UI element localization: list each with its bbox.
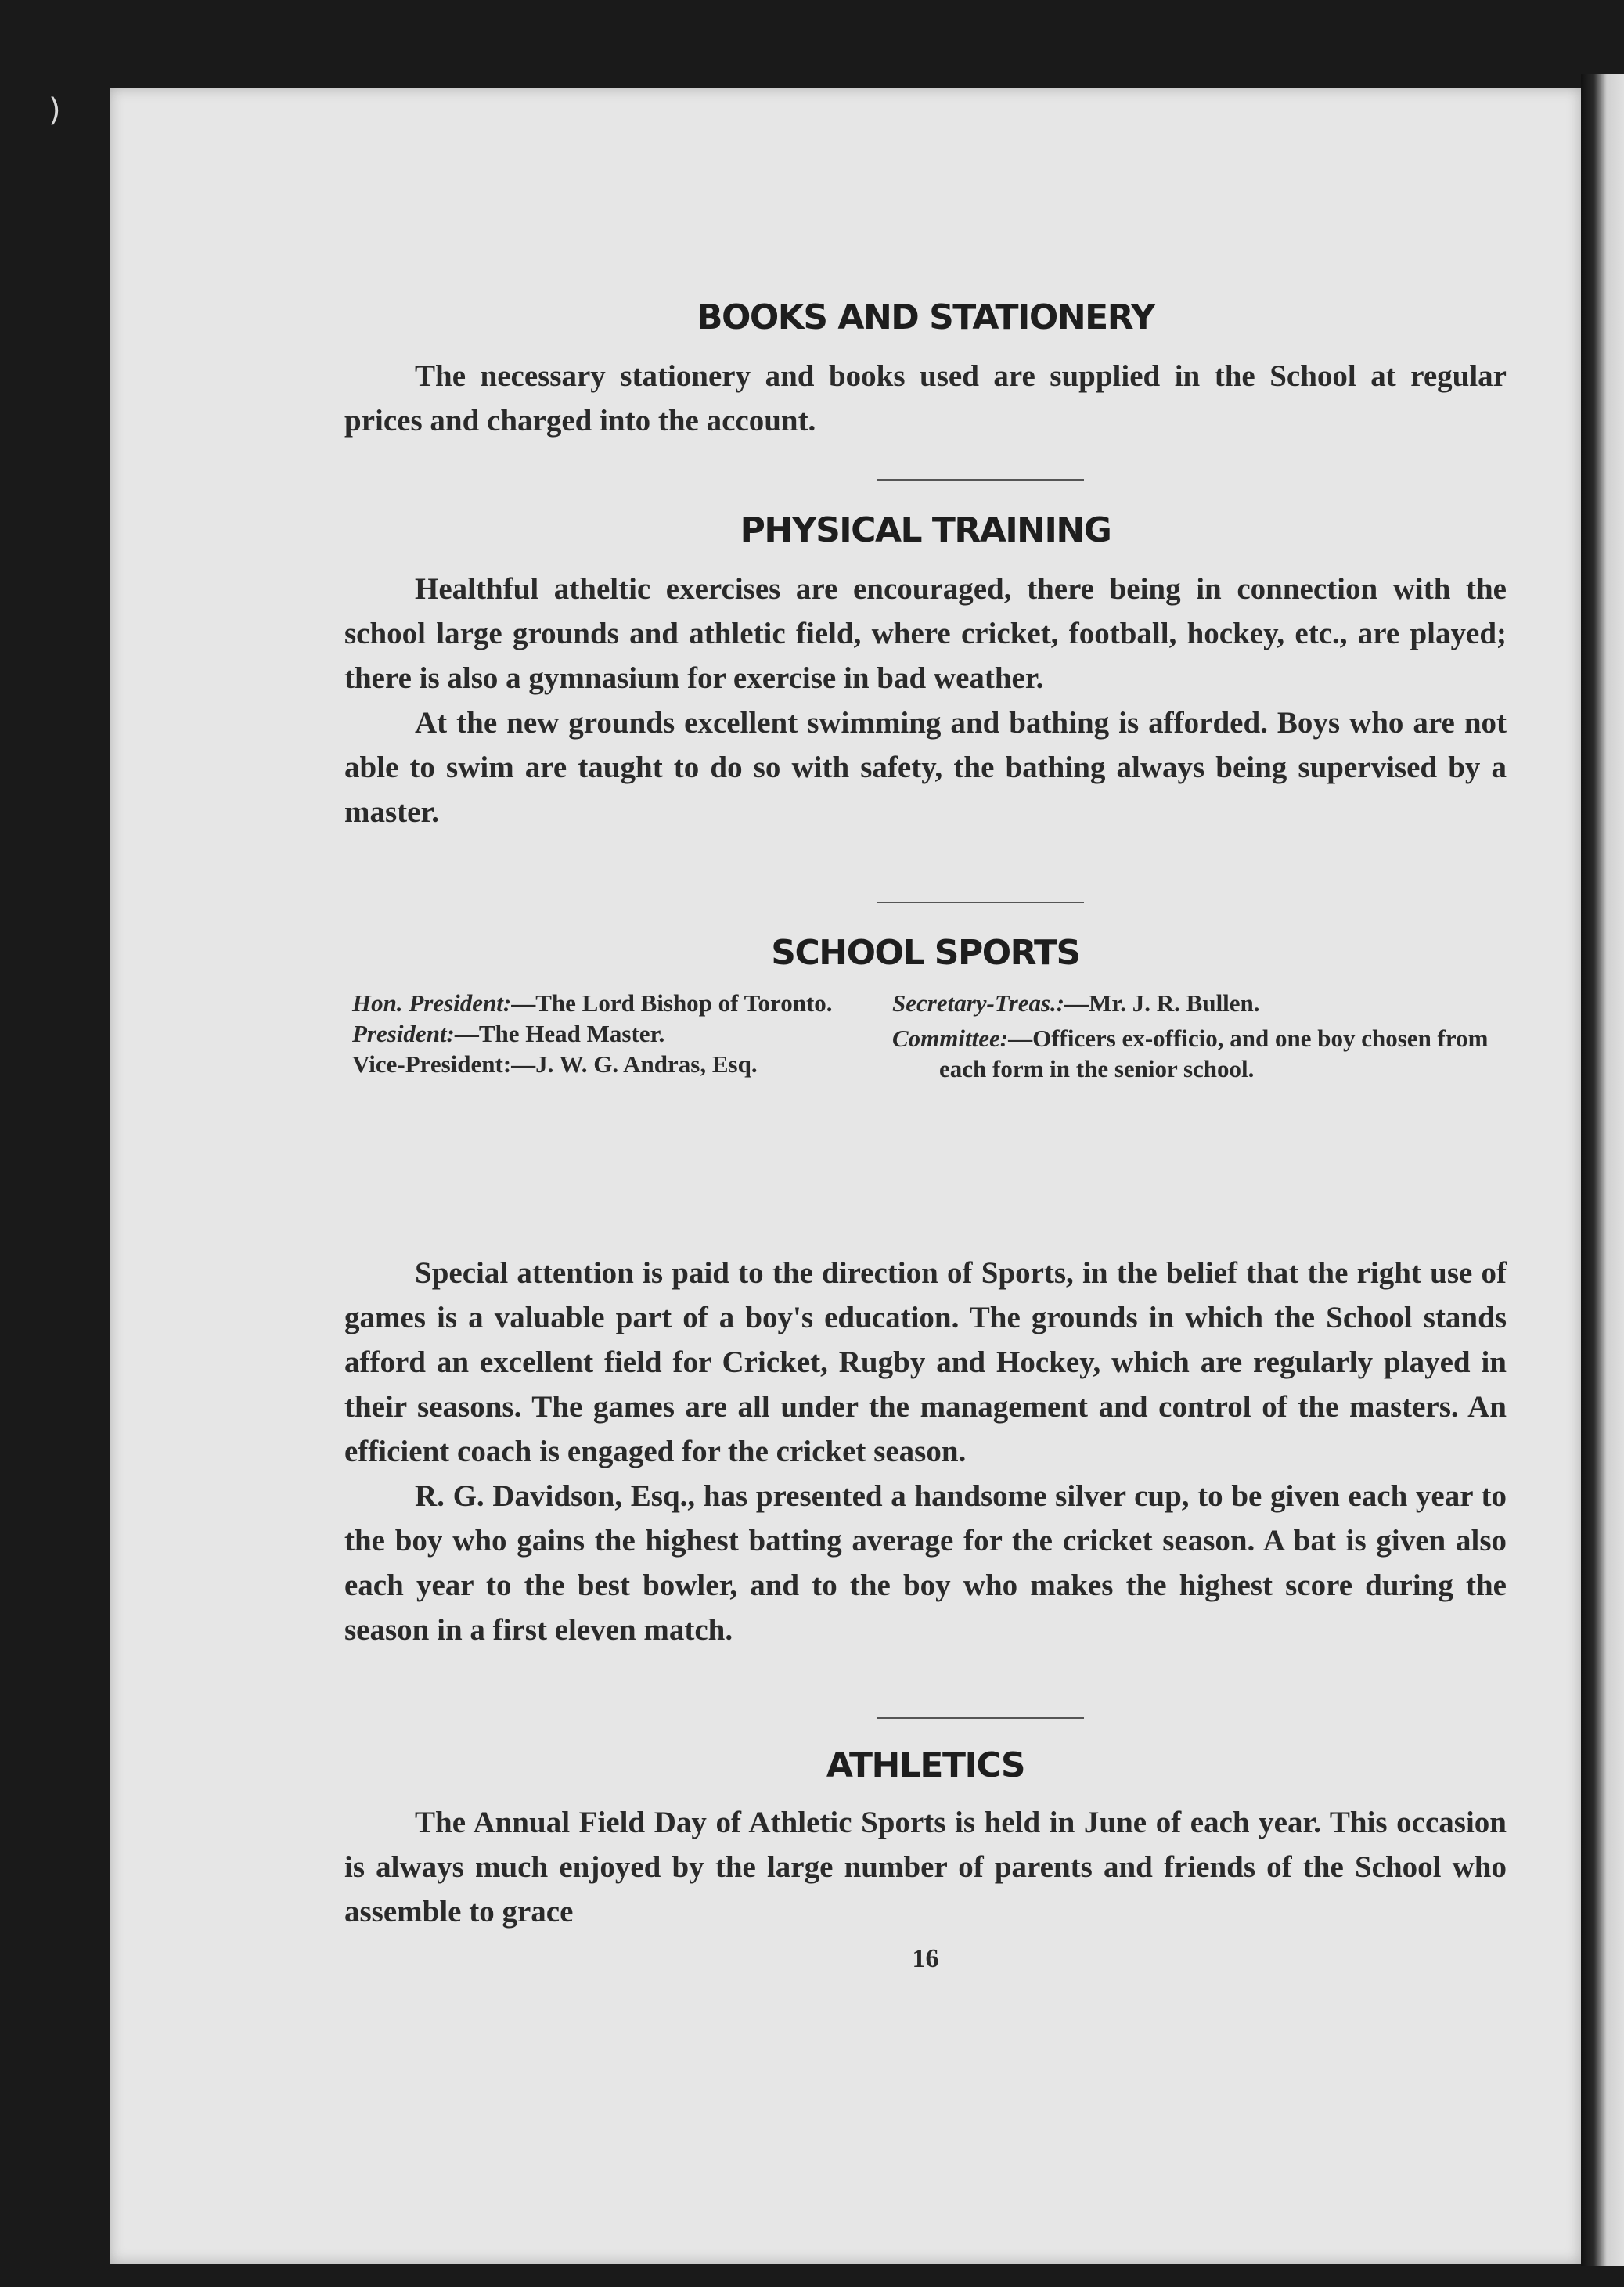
scan-mark: ) (49, 92, 61, 128)
officer-entry (892, 988, 1511, 1018)
section-sports-body (344, 1251, 1507, 1652)
heading-athletics: ATHLETICS (826, 1745, 1025, 1785)
officers-right-column (892, 988, 1511, 1084)
section-divider (877, 1717, 1084, 1719)
section-physical-body (344, 567, 1507, 834)
officer-role: Secretary-Treas.: (892, 989, 1065, 1017)
section-books-body (344, 354, 1507, 443)
page-number: 16 (912, 1944, 939, 1973)
officer-entry (352, 1018, 853, 1049)
officer-entry (352, 1049, 853, 1079)
heading-books-and-stationery: BOOKS AND STATIONERY (696, 297, 1155, 337)
paragraph: The necessary stationery and books used are supplied in the School at regular prices and charged into the account. (344, 359, 1507, 438)
officer-entry (892, 1023, 1511, 1084)
officer-role: Committee: (892, 1025, 1009, 1052)
officer-role: Hon. President: (352, 989, 512, 1017)
paragraph: Special attention is paid to the direction of Sports, in the belief that the right use of games is a valuable part of a boy's education. The grounds in which the School stands afford an excellent field for Cricket, Rugby and Hockey, which are regularly played in their seasons. The games are all under the management and control of the masters. An efficient coach is engaged for the cricket season. (344, 1256, 1507, 1468)
page-edge (1581, 74, 1624, 2266)
heading-school-sports: SCHOOL SPORTS (771, 933, 1080, 973)
section-divider (877, 479, 1084, 481)
officers-left-column (352, 988, 853, 1079)
officer-entry (352, 988, 853, 1018)
book-page (110, 88, 1581, 2264)
officer-name: —Mr. J. R. Bullen. (1064, 989, 1260, 1017)
officer-name: —The Lord Bishop of Toronto. (511, 989, 833, 1017)
officer-name: —J. W. G. Andras, Esq. (511, 1050, 758, 1078)
officer-role: President: (352, 1020, 455, 1047)
officer-role: Vice-President: (352, 1050, 512, 1078)
paragraph: Healthful atheltic exercises are encouraged, there being in connection with the school large grounds and athletic field, where cricket, football, hockey, etc., are played; there is also a gymnasium for exercise in bad weather. (344, 572, 1507, 695)
officer-name: —Officers ex-officio, and one boy chosen from each form in the senior school. (939, 1025, 1489, 1082)
paragraph: The Annual Field Day of Athletic Sports is held in June of each year. This occasion is always much enjoyed by the large number of parents and friends of the School who assemble to grace (344, 1806, 1507, 1929)
officer-name: —The Head Master. (454, 1020, 665, 1047)
section-divider (877, 902, 1084, 903)
paragraph: R. G. Davidson, Esq., has presented a handsome silver cup, to be given each year to the boy who gains the highest batting average for the cricket season. A bat is given also each year to the best bowler, and to the boy who makes the highest score during the season in a first eleven match. (344, 1479, 1507, 1647)
section-athletics-body (344, 1800, 1507, 1934)
heading-physical-training: PHYSICAL TRAINING (740, 510, 1111, 550)
paragraph: At the new grounds excellent swimming and bathing is afforded. Boys who are not able to swim are taught to do so with safety, the bathing always being supervised by a master. (344, 706, 1507, 829)
